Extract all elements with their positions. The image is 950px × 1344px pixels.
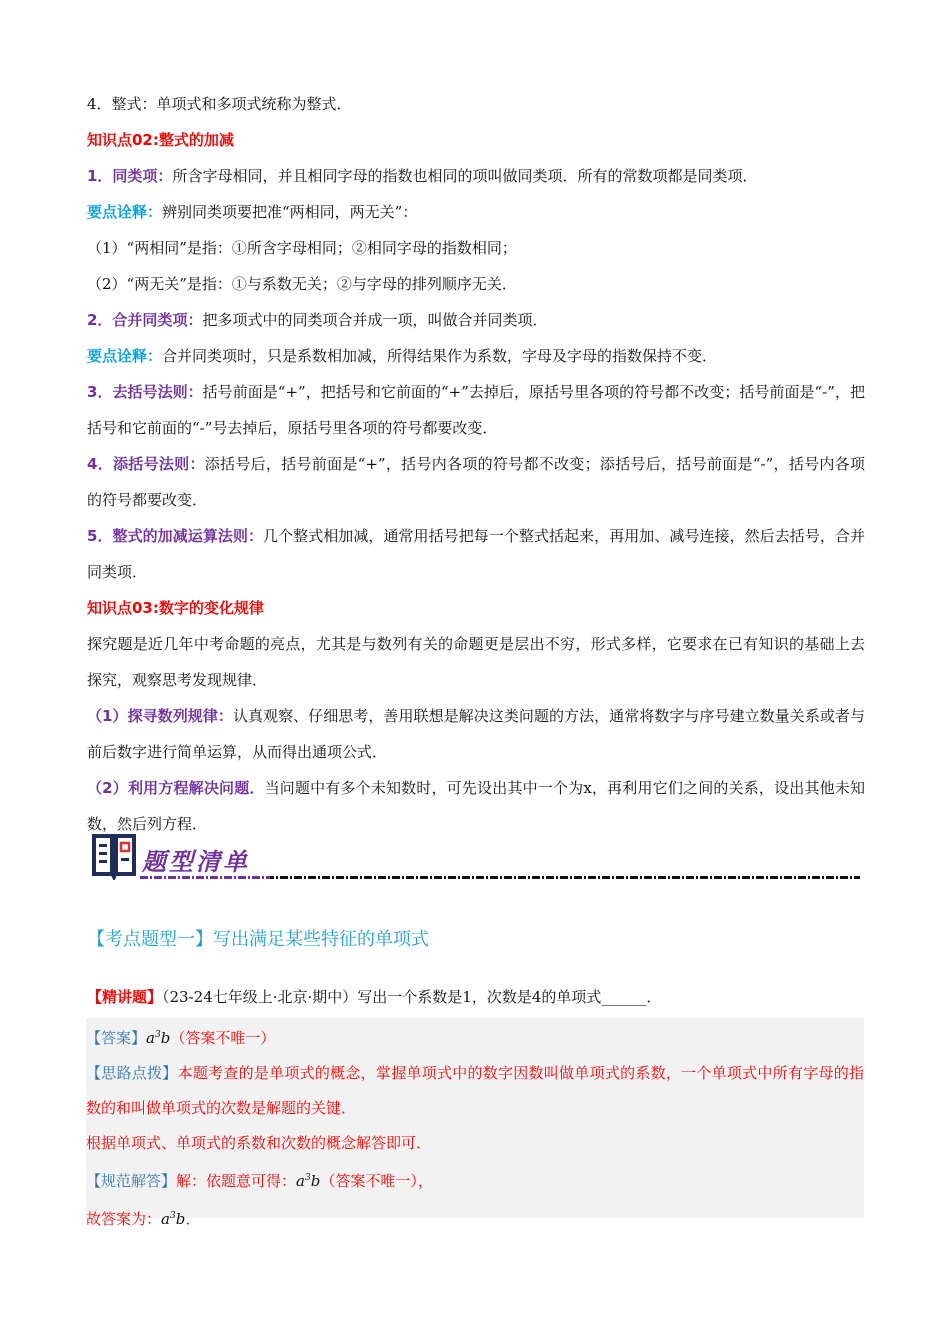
question-text: （23-24七年级上·北京·期中）写出一个系数是1，次数是4的单项式______． xyxy=(162,988,662,1006)
book-icon xyxy=(90,832,138,880)
hint-line xyxy=(86,1056,864,1126)
math: $a^3b$ xyxy=(146,1029,171,1047)
note-label: 要点诠释： xyxy=(87,203,163,221)
note-text: 合并同类项时，只是系数相加减，所得结果作为系数，字母及字母的指数保持不变． xyxy=(162,347,718,365)
item-label: 3．去括号法则： xyxy=(87,383,203,401)
solution-text: 解：依题意可得： xyxy=(176,1172,297,1190)
question xyxy=(87,982,661,1012)
note-label: 要点诠释： xyxy=(87,347,163,365)
heading-kp02: 知识点02:整式的加减 xyxy=(87,131,234,149)
solution-note: （答案不唯一）， xyxy=(320,1172,433,1190)
item-label: 2．合并同类项： xyxy=(87,311,203,329)
dashed-divider-accent xyxy=(140,876,270,879)
answer-label: 【答案】 xyxy=(86,1029,147,1047)
note-text: 辨别同类项要把准“两相同，两无关”： xyxy=(162,203,418,221)
item-label: 1．同类项： xyxy=(87,167,173,185)
note-2 xyxy=(87,338,865,374)
method-text: 认真观察、仔细思考，善用联想是解决这类问题的方法，通常将数字与序号建立数量关系或者与前后数字进行简单运算，从而得出通项公式． xyxy=(87,707,865,761)
sub-2: （2）“两无关”是指：①与系数无关；②与字母的排列顺序无关． xyxy=(87,275,517,293)
item-1 xyxy=(87,158,865,194)
item-text: 括号前面是“+”，把括号和它前面的“+”去掉后，原括号里各项的符号都不改变；括号前面是“-”，把括号和它前面的“-”号去掉后，原括号里各项的符号都要改变． xyxy=(87,383,865,437)
solution-box xyxy=(86,1018,864,1228)
method-label: （1）探寻数列规律： xyxy=(87,707,233,725)
text-line: 4．整式：单项式和多项式统称为整式． xyxy=(87,95,352,113)
method-label: （2）利用方程解决问题． xyxy=(87,779,265,797)
answer-note: （答案不唯一） xyxy=(170,1029,276,1047)
solution-line xyxy=(86,1161,864,1199)
item-2 xyxy=(87,302,865,338)
section-heading: 【考点题型一】写出满足某些特征的单项式 xyxy=(87,929,429,950)
math: $a^3b$ xyxy=(161,1210,186,1228)
item-text: 添括号后，括号前面是“+”，括号内各项的符号都不改变；添括号后，括号前面是“-”，括号内各项的符号都要改变． xyxy=(87,455,865,509)
item-label: 5．整式的加减运算法则： xyxy=(87,527,264,545)
final-end: ． xyxy=(185,1210,201,1228)
banner-title: 题型清单 xyxy=(142,847,250,876)
hint-label: 【思路点拨】 xyxy=(86,1064,178,1082)
item-3 xyxy=(87,374,865,446)
knowledge-points xyxy=(87,86,865,842)
item-4 xyxy=(87,446,865,518)
item-text: 把多项式中的同类项合并成一项，叫做合并同类项． xyxy=(202,311,548,329)
hint-line-2: 根据单项式、单项式的系数和次数的概念解答即可． xyxy=(86,1134,432,1152)
heading-kp03: 知识点03:数字的变化规律 xyxy=(87,599,264,617)
item-5 xyxy=(87,518,865,590)
sub-1: （1）“两相同”是指：①所含字母相同；②相同字母的指数相同； xyxy=(87,239,517,257)
question-label: 【精讲题】 xyxy=(87,988,163,1006)
intro-text: 探究题是近几年中考命题的亮点，尤其是与数列有关的命题更是层出不穷，形式多样，它要求在已有知识的基础上去探究，观察思考发现规律． xyxy=(87,635,865,689)
question-list-banner xyxy=(90,832,860,882)
answer-line xyxy=(86,1018,864,1056)
final-text: 故答案为： xyxy=(86,1210,162,1228)
item-text: 几个整式相加减，通常用括号把每一个整式括起来，再用加、减号连接，然后去括号，合并同类项． xyxy=(87,527,865,581)
hint-text: 本题考查的是单项式的概念，掌握单项式中的数字因数叫做单项式的系数，一个单项式中所有字母的指数的和叫做单项式的次数是解题的关键． xyxy=(86,1064,864,1117)
item-text: 所含字母相同，并且相同字母的指数也相同的项叫做同类项．所有的常数项都是同类项． xyxy=(172,167,758,185)
solution-label: 【规范解答】 xyxy=(86,1172,177,1190)
note-1 xyxy=(87,194,865,230)
item-label: 4．添括号法则： xyxy=(87,455,205,473)
method-1 xyxy=(87,698,865,770)
math: $a^3b$ xyxy=(296,1172,321,1190)
final-line xyxy=(86,1199,864,1237)
method-text: 当问题中有多个未知数时，可先设出其中一个为x，再利用它们之间的关系，设出其他未知数，然后列方程． xyxy=(87,779,865,833)
